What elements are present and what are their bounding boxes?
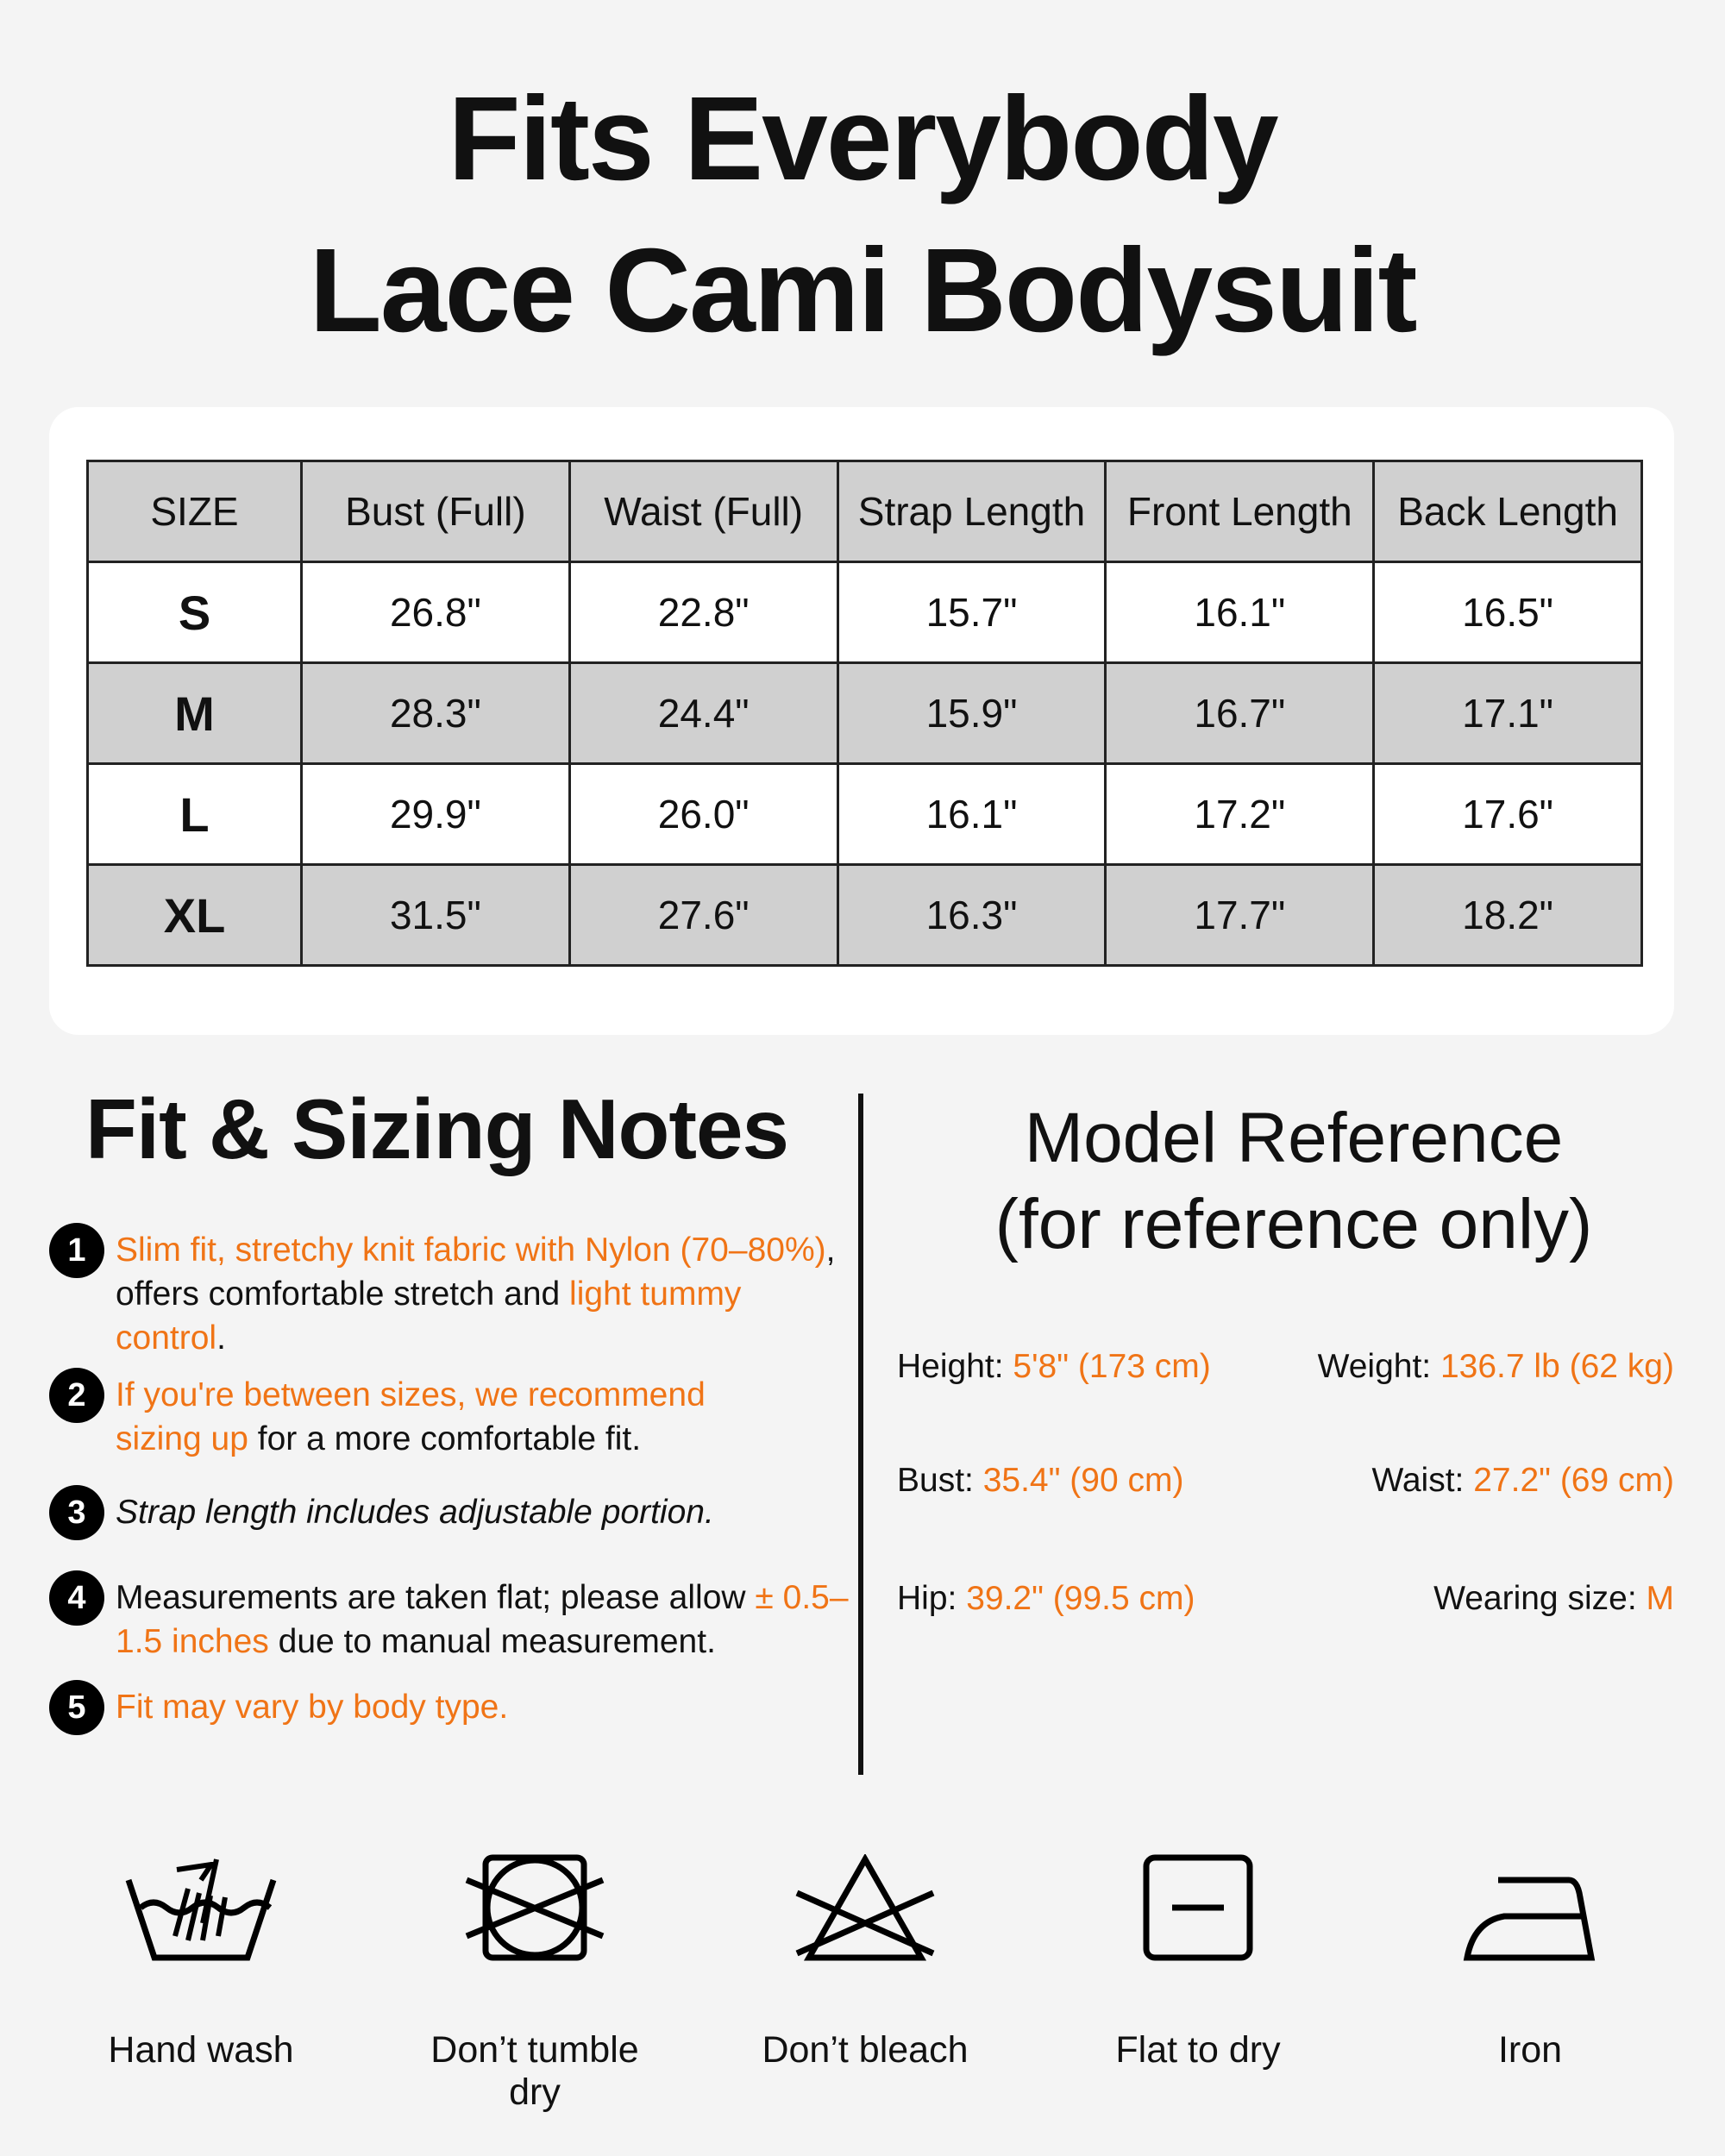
- cell: 16.1": [1106, 562, 1374, 663]
- value: 39.2" (99.5 cm): [966, 1580, 1195, 1617]
- value: 27.2" (69 cm): [1473, 1462, 1674, 1499]
- note-item-2: [49, 1373, 791, 1461]
- model-heading: Model Reference: [1024, 1099, 1564, 1177]
- model-waist: [1372, 1463, 1675, 1497]
- cell: 15.9": [837, 663, 1106, 764]
- flat-dry-icon: [1125, 1854, 1271, 1962]
- cell: 17.2": [1106, 764, 1374, 865]
- care-label: Don’t bleach: [762, 2029, 969, 2071]
- number-badge: 5: [49, 1680, 104, 1735]
- label: Bust:: [897, 1462, 983, 1499]
- cell: 16.3": [837, 865, 1106, 966]
- note-text: Strap length includes adjustable portion.: [116, 1494, 714, 1531]
- cell: 26.0": [569, 764, 837, 865]
- header-waist: Waist (Full): [569, 461, 837, 562]
- model-subheading: (for reference only): [994, 1185, 1593, 1263]
- header-size: SIZE: [88, 461, 302, 562]
- hand-wash-icon: [123, 1854, 279, 1962]
- label: Weight:: [1317, 1348, 1440, 1385]
- header-bust: Bust (Full): [302, 461, 570, 562]
- label: Height:: [897, 1348, 1013, 1385]
- care-no-bleach: [736, 1854, 994, 2071]
- title-line-2: Lace Cami Bodysuit: [309, 224, 1416, 357]
- header-front: Front Length: [1106, 461, 1374, 562]
- cell: 24.4": [569, 663, 837, 764]
- note-highlight: ± 0.5–1.5 inches: [116, 1579, 849, 1660]
- number-badge: 4: [49, 1570, 104, 1626]
- model-bust: [897, 1463, 1183, 1497]
- care-label: Hand wash: [108, 2029, 294, 2071]
- table-row: [88, 865, 1642, 966]
- notes-heading: Fit & Sizing Notes: [85, 1081, 788, 1176]
- model-wearing-size: [1433, 1582, 1674, 1615]
- value: 35.4" (90 cm): [982, 1462, 1184, 1499]
- care-no-tumble-dry: [405, 1854, 664, 2114]
- note-text: due to manual measurement.: [268, 1623, 716, 1660]
- cell: 17.7": [1106, 865, 1374, 966]
- model-weight: [1318, 1350, 1674, 1383]
- cell: 22.8": [569, 562, 837, 663]
- cell: S: [88, 562, 302, 663]
- label: Hip:: [897, 1580, 967, 1617]
- model-height: [897, 1350, 1211, 1383]
- number-badge: 3: [49, 1485, 104, 1540]
- note-text: for a more comfortable fit.: [248, 1420, 642, 1457]
- label: Waist:: [1371, 1462, 1474, 1499]
- model-hip: [897, 1582, 1195, 1615]
- cell: 26.8": [302, 562, 570, 663]
- no-bleach-icon: [792, 1854, 938, 1962]
- note-highlight: Fit may vary by body type.: [116, 1689, 509, 1726]
- value: 136.7 lb (62 kg): [1440, 1348, 1674, 1385]
- note-text: .: [216, 1319, 226, 1357]
- number-badge: 1: [49, 1223, 104, 1278]
- note-item-5: [49, 1685, 843, 1729]
- note-text: Measurements are taken flat; please allow: [116, 1579, 756, 1616]
- header-back: Back Length: [1374, 461, 1642, 562]
- value: 5'8" (173 cm): [1013, 1348, 1211, 1385]
- cell: 28.3": [302, 663, 570, 764]
- care-hand-wash: [72, 1854, 330, 2071]
- note-highlight: If you're between sizes, we recommend sizing up: [116, 1376, 706, 1457]
- cell: 17.6": [1374, 764, 1642, 865]
- cell: 16.7": [1106, 663, 1374, 764]
- table-row: [88, 764, 1642, 865]
- table-row: [88, 663, 1642, 764]
- iron-icon: [1457, 1854, 1603, 1962]
- size-chart-table: [86, 460, 1643, 967]
- cell: 18.2": [1374, 865, 1642, 966]
- note-highlight: Slim fit, stretchy knit fabric with Nylon (70–80%): [116, 1232, 826, 1269]
- table-row: [88, 562, 1642, 663]
- note-item-3: [49, 1490, 843, 1534]
- care-iron: [1401, 1854, 1659, 2071]
- cell: 31.5": [302, 865, 570, 966]
- label: Wearing size:: [1433, 1580, 1647, 1617]
- cell: 15.7": [837, 562, 1106, 663]
- cell: XL: [88, 865, 302, 966]
- value: M: [1646, 1580, 1674, 1617]
- cell: 17.1": [1374, 663, 1642, 764]
- table-header-row: [88, 461, 1642, 562]
- cell: 16.1": [837, 764, 1106, 865]
- note-item-1: [49, 1228, 843, 1360]
- cell: 27.6": [569, 865, 837, 966]
- note-text: , offers comfortable stretch and: [116, 1232, 836, 1313]
- cell: 29.9": [302, 764, 570, 865]
- care-label: Don’t tumble dry: [430, 2029, 639, 2113]
- cell: 16.5": [1374, 562, 1642, 663]
- header-strap: Strap Length: [837, 461, 1106, 562]
- care-label: Iron: [1497, 2029, 1563, 2071]
- cell: L: [88, 764, 302, 865]
- title-line-1: Fits Everybody: [448, 72, 1277, 205]
- cell: M: [88, 663, 302, 764]
- note-item-4: [49, 1576, 869, 1664]
- no-tumble-dry-icon: [461, 1854, 608, 1962]
- number-badge: 2: [49, 1368, 104, 1423]
- care-label: Flat to dry: [1115, 2029, 1281, 2071]
- note-highlight: light tummy control: [116, 1275, 742, 1357]
- care-flat-dry: [1069, 1854, 1327, 2071]
